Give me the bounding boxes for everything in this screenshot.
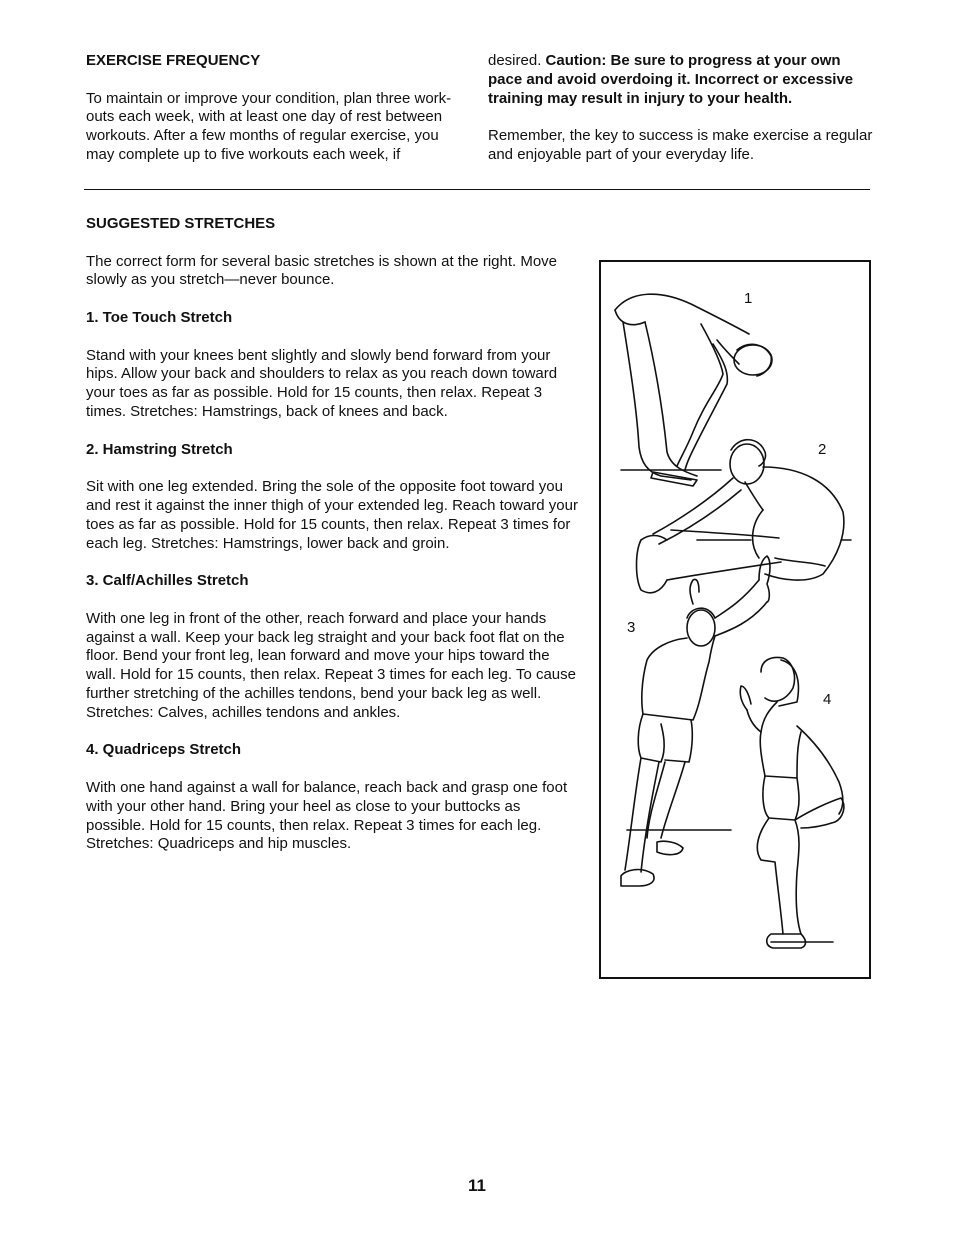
reminder-paragraph: Remember, the key to success is make exercise a regular and enjoyable part of your everyday life. xyxy=(488,127,873,163)
caution-paragraph xyxy=(488,52,878,108)
stretch-title: 4. Quadriceps Stretch xyxy=(86,741,242,759)
frequency-heading: EXERCISE FREQUENCY xyxy=(86,52,261,69)
frequency-continued: desired. xyxy=(488,52,542,69)
section-divider xyxy=(84,189,870,190)
hamstring-figure xyxy=(637,440,852,593)
stretches-intro: The correct form for several basic stretches is shown at the right. Move slowly as you stretch—never bounce. xyxy=(86,252,558,289)
figure-label-2: 2 xyxy=(818,441,827,458)
stretch-body: Sit with one leg extended. Bring the sole of the opposite foot toward you and rest it against the inner thigh of your extended leg. Reach toward your toes as far as possible. Hold for 15 counts, then relax. Repeat 3 times for each leg. Stretches: Hamstrings, lower back and groin. xyxy=(86,478,578,552)
calf-achilles-figure xyxy=(621,556,770,886)
stretch-illustrations xyxy=(599,260,871,979)
stretches-heading: SUGGESTED STRETCHES xyxy=(86,215,276,232)
frequency-left-column xyxy=(86,52,466,165)
figure-label-1: 1 xyxy=(744,290,753,307)
page-number: 11 xyxy=(468,1176,486,1195)
figure-label-3: 3 xyxy=(627,619,636,636)
stretch-title: 3. Calf/Achilles Stretch xyxy=(86,572,249,590)
stretch-body: Stand with your knees bent slightly and slowly bend forward from your hips. Allow your back and shoulders to relax as you reach down toward your toes as far as possible. Hold for 15 counts, then relax. Repeat 3 times. Stretches: Hamstrings, back of knees and back. xyxy=(86,346,558,420)
stretch-body: With one hand against a wall for balance, reach back and grasp one foot with your other hand. Bring your heel as close to your buttocks as possible. Hold for 15 counts, then relax. Repeat 3 times for each leg. Stretches: Quadriceps and hip muscles. xyxy=(86,778,568,853)
caution-text: Caution: Be sure to progress at your own pace and avoid overdoing it. Incorrect or excessive training may result in injury to your health. xyxy=(488,52,854,107)
stretch-title: 1. Toe Touch Stretch xyxy=(86,308,233,326)
frequency-paragraph: To maintain or improve your condition, plan three work-outs each week, with at least one day of rest between workouts. After a few months of regular exercise, you may complete up to five workouts each week, if xyxy=(86,89,452,163)
stretches-section xyxy=(86,215,578,854)
stretch-body: With one leg in front of the other, reach forward and place your hands against a wall. Keep your back leg straight and your back foot flat on the floor. Bend your front leg, lean forward and move your hips toward the wall. Hold for 15 counts, then relax. Repeat 3 times for each leg. To cause further stretching of the achilles tendons, bend your back leg as well. Stretches: Calves, achilles tendons and ankles. xyxy=(86,609,576,721)
figure-label-4: 4 xyxy=(823,691,832,708)
frequency-right-column xyxy=(488,52,878,165)
toe-touch-figure xyxy=(615,294,772,486)
stretch-title: 2. Hamstring Stretch xyxy=(86,440,233,458)
